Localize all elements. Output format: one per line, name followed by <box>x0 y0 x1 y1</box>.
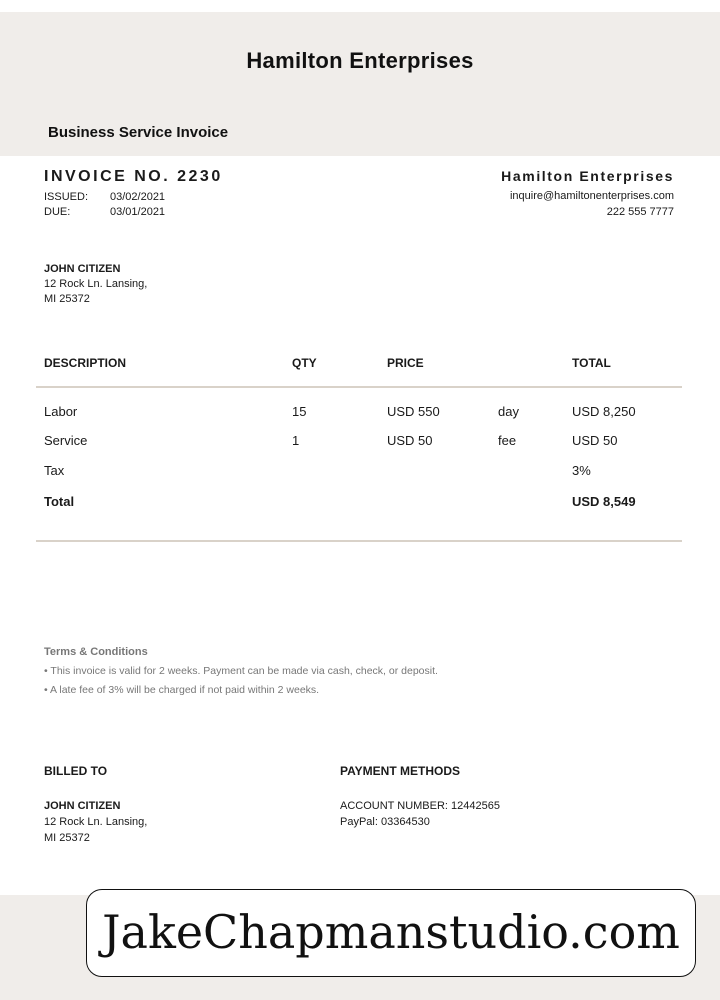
watermark-banner: JakeChapmanstudio.com <box>86 889 696 977</box>
issued-row <box>44 190 165 205</box>
row-labor-qty: 15 <box>292 404 307 419</box>
row-total-description: Total <box>44 494 75 509</box>
billed-to-block <box>44 798 147 846</box>
row-service-total: USD 50 <box>572 433 618 448</box>
row-service-unit: fee <box>498 433 517 448</box>
billed-to-address-line2: MI 25372 <box>44 832 90 844</box>
account-number: ACCOUNT NUMBER: 12442565 <box>340 800 500 812</box>
company-title: Hamilton Enterprises <box>246 48 474 73</box>
vendor-name: Hamilton Enterprises <box>501 168 674 184</box>
billed-to-name: JOHN CITIZEN <box>44 800 121 812</box>
paypal-id: PayPal: 03364530 <box>340 816 430 828</box>
row-tax-description: Tax <box>44 463 65 478</box>
payment-methods-heading: PAYMENT METHODS <box>340 764 461 778</box>
row-service-description: Service <box>44 433 88 448</box>
client-address-line2: MI 25372 <box>44 293 90 305</box>
table-bottom-divider <box>36 540 682 542</box>
column-header-qty: QTY <box>292 356 317 370</box>
row-tax-total: 3% <box>572 463 591 478</box>
billed-to-address-line1: 12 Rock Ln. Lansing, <box>44 816 148 828</box>
client-name: JOHN CITIZEN <box>44 263 121 275</box>
table-header-divider <box>36 386 682 388</box>
due-label: DUE: <box>44 206 71 218</box>
client-address-line1: 12 Rock Ln. Lansing, <box>44 278 148 290</box>
row-total-amount: USD 8,549 <box>572 494 636 509</box>
row-service-qty: 1 <box>292 433 300 448</box>
payment-methods-block <box>340 798 500 830</box>
terms-line-1: • This invoice is valid for 2 weeks. Payment can be made via cash, check, or deposit. <box>44 665 438 677</box>
row-labor-price: USD 550 <box>387 404 440 419</box>
invoice-number: INVOICE NO. 2230 <box>44 168 223 185</box>
row-labor-unit: day <box>498 404 519 419</box>
column-header-total: TOTAL <box>572 356 611 370</box>
vendor-email: inquire@hamiltonenterprises.com <box>509 190 674 202</box>
vendor-phone: 222 555 7777 <box>606 206 674 218</box>
terms-title: Terms & Conditions <box>44 646 148 658</box>
column-header-price: PRICE <box>387 356 424 370</box>
row-service-price: USD 50 <box>387 433 433 448</box>
billed-to-heading: BILLED TO <box>44 764 108 778</box>
due-row <box>44 205 165 220</box>
issued-label: ISSUED: <box>44 191 89 203</box>
row-labor-description: Labor <box>44 404 78 419</box>
document-subtitle: Business Service Invoice <box>48 124 229 141</box>
client-block <box>44 262 147 307</box>
invoice-dates <box>44 190 165 220</box>
terms-line-2: • A late fee of 3% will be charged if not paid within 2 weeks. <box>44 684 320 696</box>
due-date: 03/01/2021 <box>110 206 166 218</box>
row-labor-total: USD 8,250 <box>572 404 636 419</box>
column-header-description: DESCRIPTION <box>44 356 127 370</box>
issued-date: 03/02/2021 <box>110 191 166 203</box>
vendor-block <box>501 168 674 220</box>
